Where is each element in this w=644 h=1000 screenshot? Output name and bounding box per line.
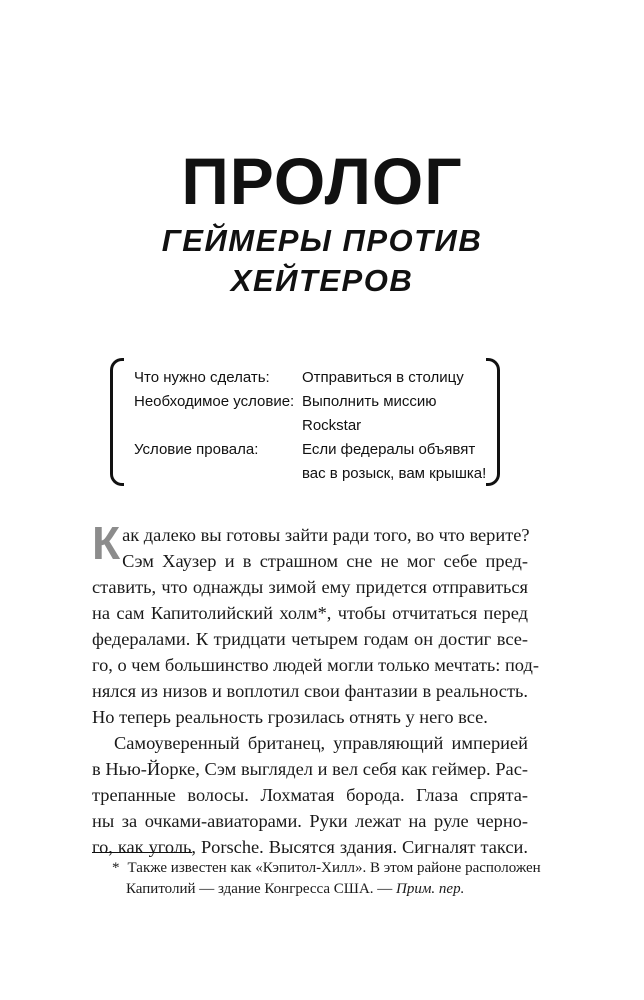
mission-value: Отправиться в столицу xyxy=(302,369,464,386)
mission-value: Если федералы объявят xyxy=(302,441,476,458)
drop-cap: К xyxy=(92,517,121,569)
footnote-rule xyxy=(92,852,192,853)
body-line: нялся из низов и воплотил свои фантазии в реальность. xyxy=(92,681,528,701)
footnote-line-1 xyxy=(112,858,541,879)
body-line: го, как уголь, Porsche. Высятся здания. Сигналят такси. xyxy=(92,837,528,857)
footnote xyxy=(112,858,541,900)
footnote-text-1: Также известен как «Кэпитол-Хилл». В этом районе расположен xyxy=(127,860,541,876)
body-line: Самоуверенный британец, управляющий империей xyxy=(114,733,528,753)
mission-key: Необходимое условие: xyxy=(134,393,295,410)
mission-value: Выполнить миссию xyxy=(302,393,437,410)
left-bracket xyxy=(110,358,124,486)
body-line: Сэм Хаузер и в страшном сне не мог себе пред- xyxy=(122,551,528,571)
chapter-subtitle-line-2: ХЕЙТЕРОВ xyxy=(230,263,414,298)
chapter-title: ПРОЛОГ xyxy=(181,144,463,218)
chapter-subtitle-line-1: ГЕЙМЕРЫ ПРОТИВ xyxy=(161,223,483,258)
mission-key: Условие провала: xyxy=(134,441,259,458)
body-text xyxy=(92,517,539,860)
footnote-text-2: Капитолий — здание Конгресса США. — xyxy=(126,881,393,897)
body-line: трепанные волосы. Лохматая борода. Глаза спрята- xyxy=(92,785,528,805)
mission-value: вас в розыск, вам крышка! xyxy=(302,465,487,482)
body-line: ставить, что однажды зимой ему придется отправиться xyxy=(92,577,528,597)
body-line: федералами. К тридцати четырем годам он достиг все- xyxy=(92,629,528,649)
body-line: ны за очками-авиаторами. Руки лежат на руле черно- xyxy=(92,811,528,831)
body-line: ак далеко вы готовы зайти ради того, во что верите? xyxy=(122,525,530,545)
translator-note: Прим. пер. xyxy=(396,881,465,897)
body-line: Но теперь реальность грозилась отнять у него все. xyxy=(92,707,488,727)
body-line: го, о чем большинство людей могли только мечтать: под- xyxy=(92,655,539,675)
mission-key: Что нужно сделать: xyxy=(134,369,270,386)
body-line: в Нью-Йорке, Сэм выглядел и вел себя как геймер. Рас- xyxy=(92,759,528,779)
mission-value: Rockstar xyxy=(302,417,362,434)
body-line: на сам Капитолийский холм*, чтобы отчитаться перед xyxy=(92,603,528,623)
footnote-line-2 xyxy=(112,879,528,900)
footnote-mark: * xyxy=(112,860,120,876)
mission-box xyxy=(110,358,500,488)
